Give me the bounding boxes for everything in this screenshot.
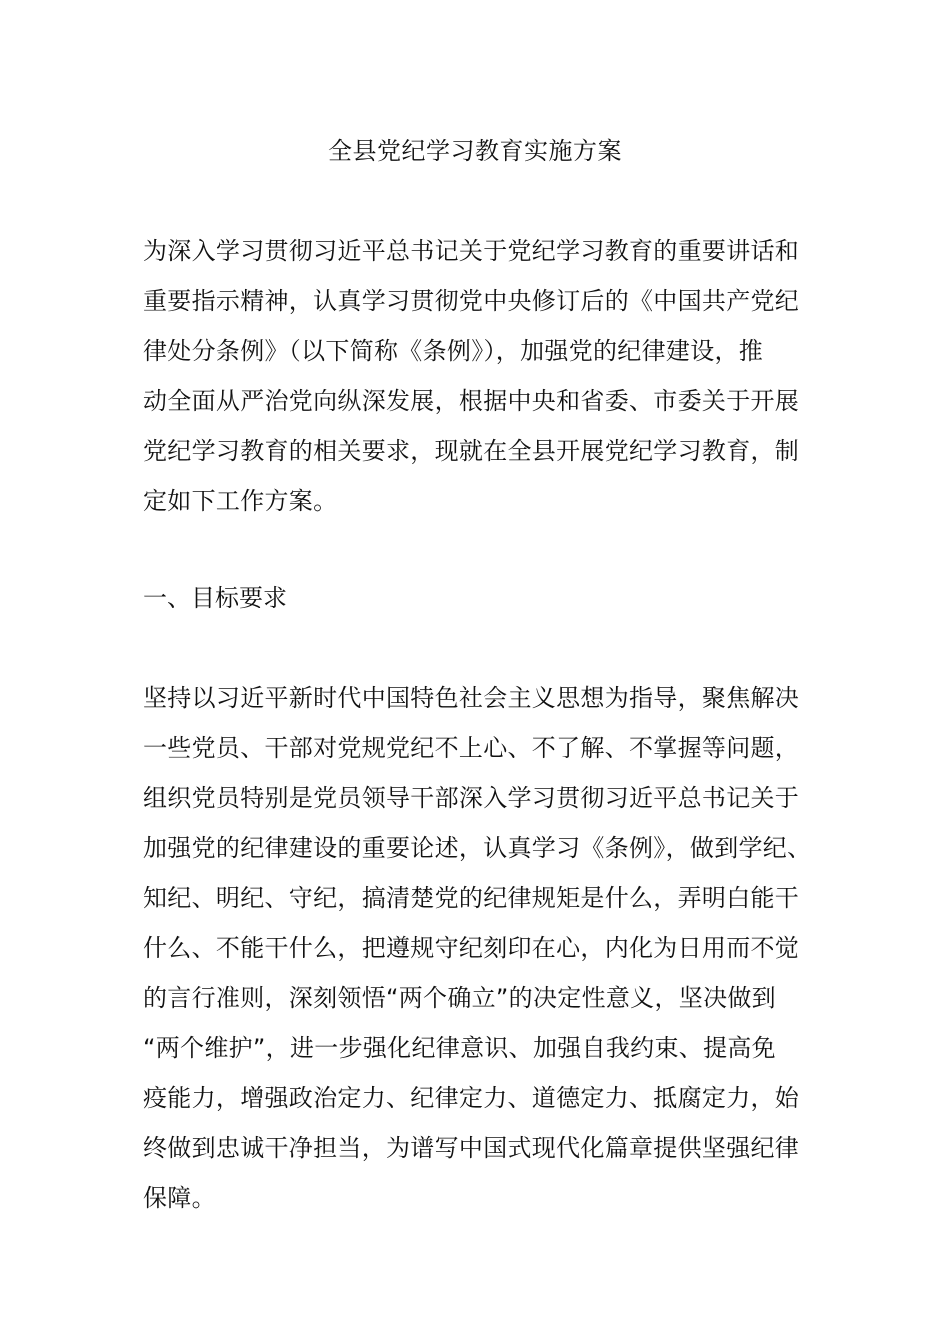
goals-line: 疫能力，增强政治定力、纪律定力、道德定力、抵腐定力，始: [143, 1084, 800, 1112]
intro-paragraph: [143, 226, 833, 526]
goals-line: 加强党的纪律建设的重要论述，认真学习《条例》，做到学纪、: [143, 834, 812, 862]
section-heading-goals: 一、目标要求: [143, 584, 287, 612]
intro-line: 动全面从严治党向纵深发展，根据中央和省委、市委关于开展: [143, 387, 800, 415]
document-title: 全县党纪学习教育实施方案: [328, 137, 622, 165]
goals-line: “两个维护”，进一步强化纪律意识、加强自我约束、提高免: [143, 1034, 776, 1062]
goals-paragraph: [143, 673, 833, 1223]
intro-line: 为深入学习贯彻习近平总书记关于党纪学习教育的重要讲话和: [143, 237, 800, 265]
intro-line: 律处分条例》（以下简称《条例》），加强党的纪律建设，推: [143, 337, 764, 365]
intro-line: 党纪学习教育的相关要求，现就在全县开展党纪学习教育，制: [143, 437, 800, 465]
goals-line: 终做到忠诚干净担当，为谱写中国式现代化篇章提供坚强纪律: [143, 1134, 800, 1162]
goals-line: 坚持以习近平新时代中国特色社会主义思想为指导，聚焦解决: [143, 684, 800, 712]
goals-line: 的言行准则，深刻领悟“两个确立”的决定性意义，坚决做到: [143, 984, 776, 1012]
goals-line: 保障。: [143, 1184, 216, 1212]
goals-line: 什么、不能干什么，把遵规守纪刻印在心，内化为日用而不觉: [143, 934, 800, 962]
intro-line: 定如下工作方案。: [143, 487, 338, 515]
goals-line: 一些党员、干部对党规党纪不上心、不了解、不掌握等问题，: [143, 734, 800, 762]
goals-line: 知纪、明纪、守纪，搞清楚党的纪律规矩是什么，弄明白能干: [143, 884, 800, 912]
intro-line: 重要指示精神，认真学习贯彻党中央修订后的《中国共产党纪: [143, 287, 800, 315]
goals-line: 组织党员特别是党员领导干部深入学习贯彻习近平总书记关于: [143, 784, 800, 812]
